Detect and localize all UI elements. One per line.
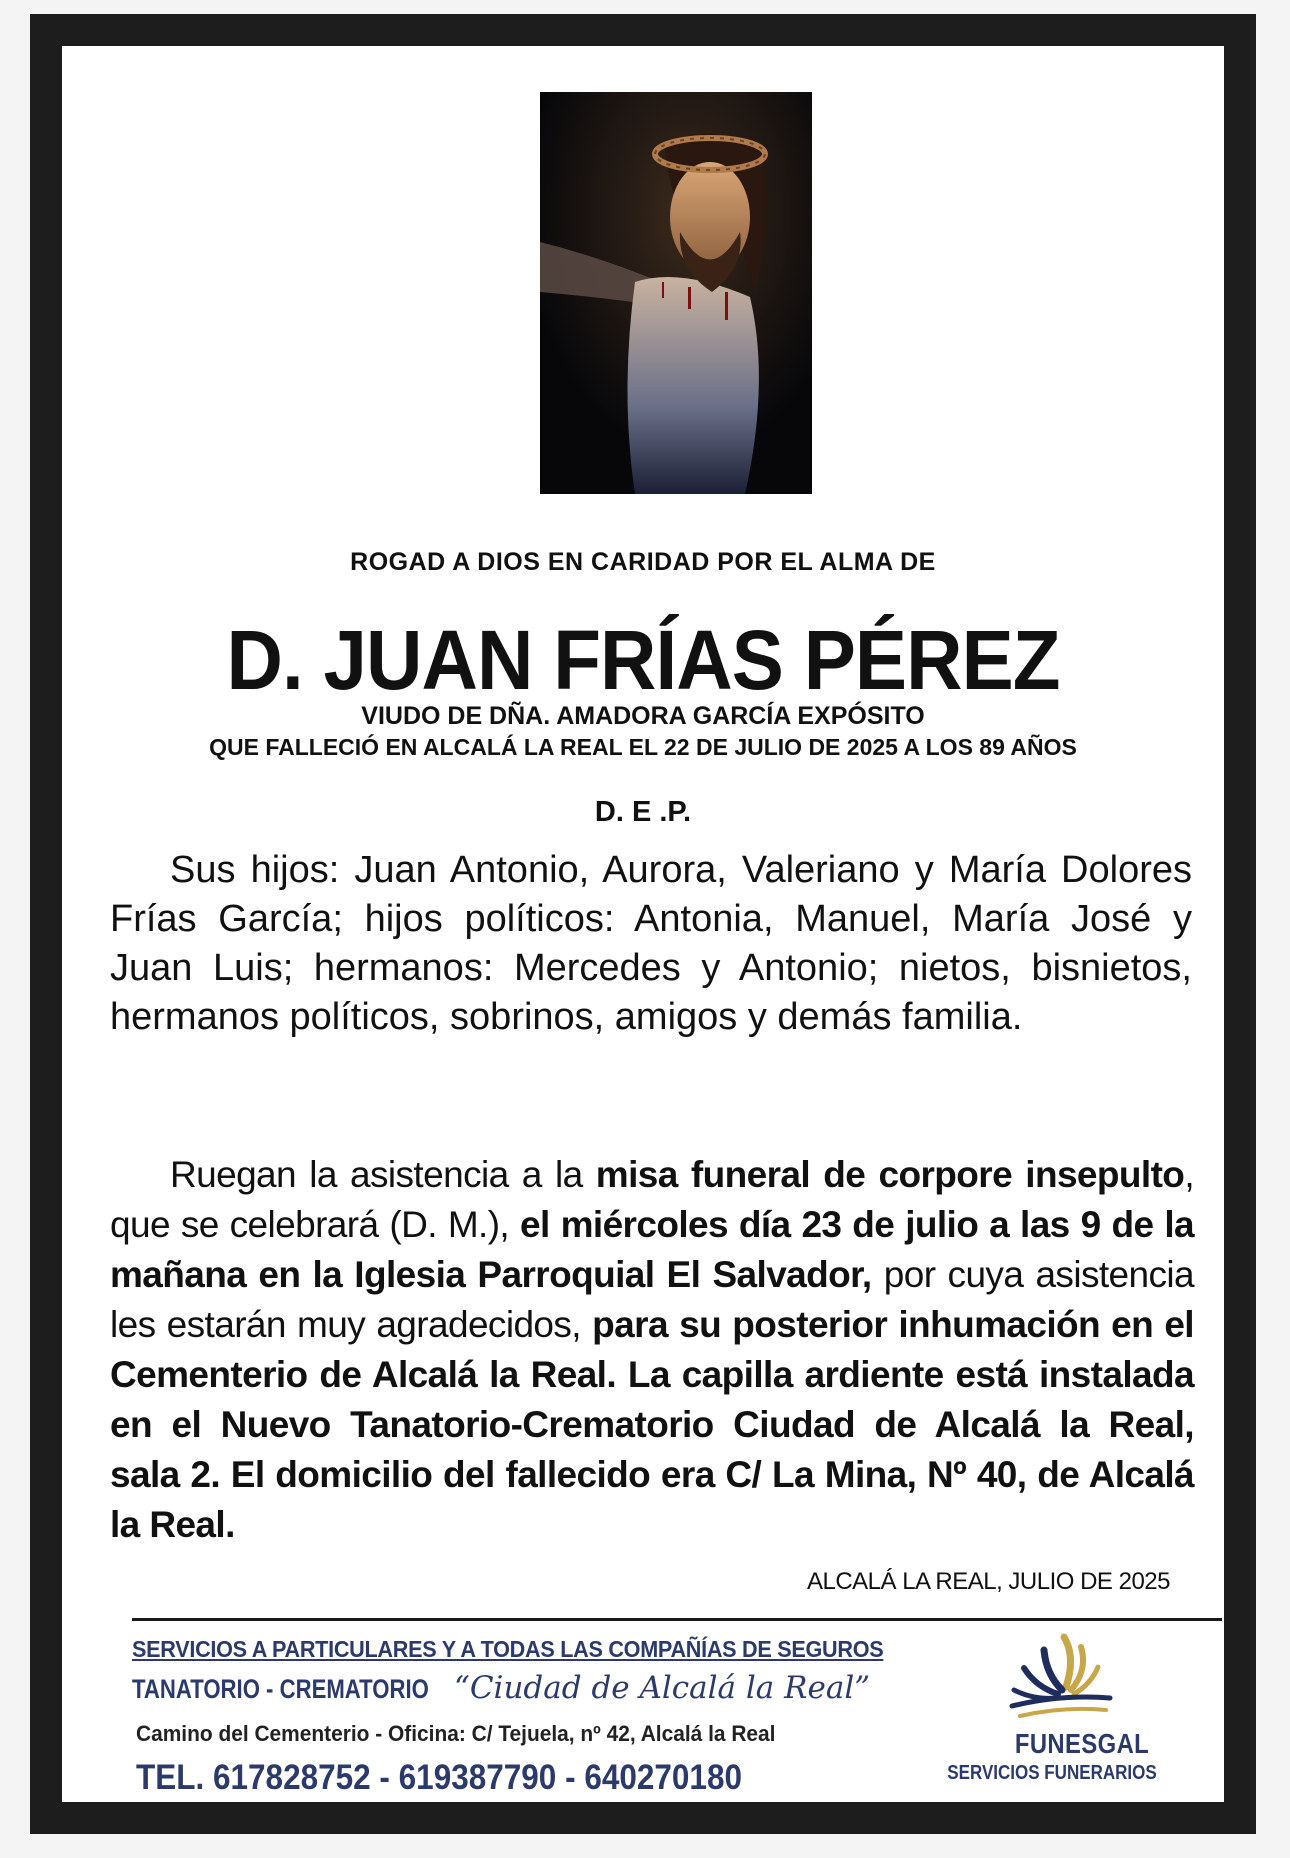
mourning-border — [30, 14, 1256, 1834]
family-paragraph: Sus hijos: Juan Antonio, Aurora, Valeriano y María Dolores Frías García; hijos políticos: Antonia, Manuel, María José y Juan Luis; hermanos: Mercedes y Antonio; nietos, bisnietos, hermanos políticos, sobrinos, amigos y demás familia. — [110, 849, 1192, 1038]
death-line: QUE FALLECIÓ EN ALCALÁ LA REAL EL 22 DE JULIO DE 2025 A LOS 89 AÑOS — [209, 734, 1077, 760]
brand-name: FUNESGAL — [1014, 1728, 1150, 1759]
footer-divider — [132, 1618, 1222, 1621]
address-line: Camino del Cementerio - Oficina: C/ Tejuela, nº 42, Alcalá la Real — [136, 1721, 776, 1746]
funesgal-logo — [1006, 1632, 1116, 1722]
funeral-paragraph — [110, 1150, 1194, 1550]
tanatorio-line — [132, 1670, 870, 1706]
phone-line: TEL. 617828752 - 619387790 - 640270180 — [136, 1758, 742, 1797]
tanatorio-name: “Ciudad de Alcalá la Real” — [453, 1670, 871, 1706]
funeral-text-6: para su posterior inhumación en el Cementerio de Alcalá la Real. La capilla ardiente está instalada en el Nuevo Tanatorio-Crematorio Ciudad de Alcalá la Real, sala 2. El domicilio del fallecido era C/ La Mina, Nº 40, de Alcalá la Real. — [110, 1304, 1194, 1545]
dep-text: D. E .P. — [594, 796, 692, 828]
obituary-page — [62, 46, 1224, 1802]
place-date: ALCALÁ LA REAL, JULIO DE 2025 — [806, 1568, 1170, 1595]
funeral-text-2: misa funeral de corpore insepulto — [595, 1154, 1185, 1195]
funeral-text-4: el miércoles día 23 de julio a las 9 de la mañana en la Iglesia Parroquial El Salvador, — [110, 1204, 1194, 1295]
widower-line: VIUDO DE DÑA. AMADORA GARCÍA EXPÓSITO — [361, 702, 925, 730]
services-line: SERVICIOS A PARTICULARES Y A TODAS LAS COMPAÑÍAS DE SEGUROS — [132, 1636, 884, 1662]
funeral-text-3: , que se celebrará (D. M.), — [110, 1154, 1194, 1245]
prayer-heading: ROGAD A DIOS EN CARIDAD POR EL ALMA DE — [350, 548, 936, 576]
funeral-text-1: Ruegan la asistencia a la — [170, 1154, 596, 1195]
tanatorio-label: TANATORIO - CREMATORIO — [132, 1674, 429, 1704]
funeral-text-5: por cuya asistencia les estarán muy agradecidos, — [110, 1254, 1194, 1345]
brand-subtitle: SERVICIOS FUNERARIOS — [947, 1762, 1157, 1784]
crucifix-photo — [540, 92, 812, 494]
deceased-name: D. JUAN FRÍAS PÉREZ — [226, 613, 1060, 707]
